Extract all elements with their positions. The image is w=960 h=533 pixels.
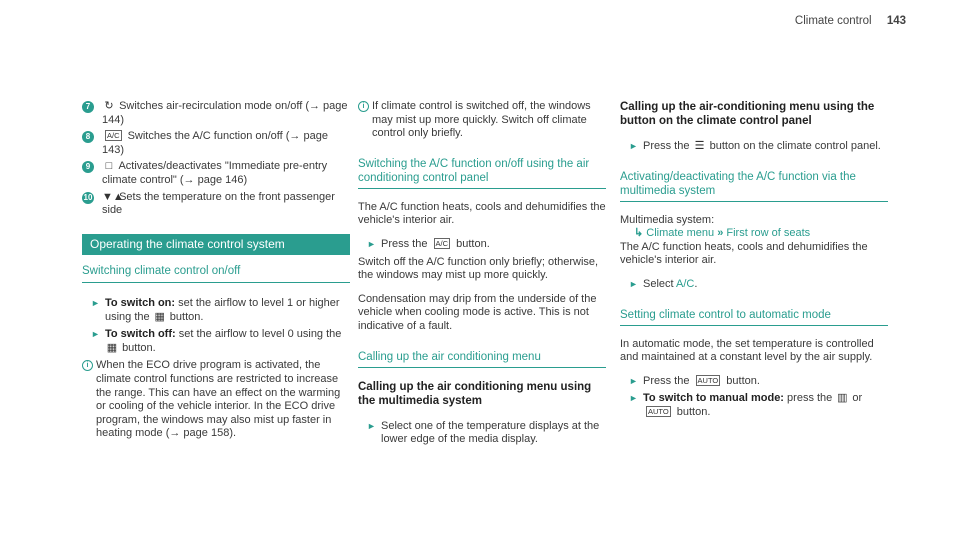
paragraph: Switch off the A/C function only briefly; otherwise, the windows may mist up more quickly. bbox=[358, 255, 599, 282]
item-text: Sets the temperature on the front passenger side bbox=[102, 190, 335, 217]
fan-icon: ▦ bbox=[106, 341, 118, 354]
list-item bbox=[82, 160, 350, 187]
arrow-icon: ► bbox=[629, 278, 638, 289]
temp-arrows-icon: ▼▲ bbox=[102, 190, 124, 203]
seat-icon: □ bbox=[105, 160, 113, 173]
arrow-icon: ► bbox=[629, 393, 638, 404]
page-number: 143 bbox=[886, 15, 906, 27]
instruction-step bbox=[620, 392, 888, 419]
item-text: Activates/deactivates "Immediate pre-entry climate control" (→ page 146) bbox=[102, 160, 328, 186]
step-suffix: button on the climate control panel. bbox=[709, 140, 881, 152]
note-text: When the ECO drive program is activated, the climate control functions are restricted to increase the range. This can have an effect on the warming or cooling of the vehicle interior. In the ECO drive program, the windows may also mist up faster in heating mode (→ page 158). bbox=[96, 359, 341, 440]
arrow-icon: ► bbox=[367, 420, 376, 431]
instruction-step bbox=[620, 375, 888, 389]
subheading: Switching climate control on/off bbox=[82, 265, 350, 283]
instruction-step bbox=[82, 328, 350, 355]
callout-number: 8 bbox=[82, 131, 94, 143]
subheading: Activating/deactivating the A/C function via the multimedia system bbox=[620, 170, 888, 202]
step-text: Select bbox=[643, 277, 674, 290]
list-item bbox=[82, 191, 350, 218]
step-text: set the airflow to level 0 using the bbox=[178, 328, 342, 341]
subheading: Calling up the air conditioning menu bbox=[358, 350, 606, 368]
step-suffix: button. bbox=[169, 310, 204, 323]
heading: Calling up the air-conditioning menu using the button on the climate control panel bbox=[620, 101, 875, 127]
note-text: If climate control is switched off, the windows may mist up more quickly. Switch off climate control only briefly. bbox=[372, 100, 591, 140]
step-text: press the bbox=[787, 392, 833, 405]
column-1 bbox=[82, 100, 350, 441]
paragraph: In automatic mode, the set temperature is controlled and maintained at a constant level by the air supply. bbox=[620, 337, 874, 364]
section-banner: Operating the climate control system bbox=[82, 234, 350, 256]
step-label: To switch on: bbox=[105, 296, 176, 309]
list-item bbox=[82, 130, 350, 157]
arrow-icon: ► bbox=[629, 375, 638, 386]
step-text: Select one of the temperature displays at the lower edge of the media display. bbox=[381, 419, 600, 446]
instruction-step bbox=[620, 278, 888, 292]
step-label: To switch to manual mode: bbox=[643, 392, 784, 405]
section-title: Climate control bbox=[794, 15, 872, 27]
arrow-icon: ► bbox=[91, 329, 100, 340]
step-suffix: . bbox=[694, 277, 698, 290]
step-text: Press the bbox=[643, 140, 690, 152]
subheading: Setting climate control to automatic mode bbox=[620, 308, 888, 326]
manual-airflow-icon: ▥ bbox=[837, 392, 848, 405]
recirculation-icon: ↻ bbox=[104, 100, 114, 112]
step-label: To switch off: bbox=[105, 328, 176, 341]
instruction-step bbox=[358, 420, 606, 447]
menu-path-item[interactable]: First row of seats bbox=[726, 227, 811, 240]
info-note bbox=[358, 100, 606, 141]
step-suffix: button. bbox=[122, 341, 156, 354]
climate-menu-icon: ☰ bbox=[694, 140, 705, 152]
menu-path bbox=[620, 227, 888, 241]
item-text: Switches air-recirculation mode on/off (→ page 144) bbox=[102, 100, 348, 126]
heading: Calling up the air conditioning menu using the multimedia system bbox=[358, 380, 592, 407]
step-text: set the airflow to level 1 or higher using the bbox=[105, 296, 340, 323]
column-3 bbox=[620, 100, 888, 424]
step-text: Press the bbox=[381, 237, 428, 250]
callout-number: 7 bbox=[82, 101, 94, 113]
step-text: or bbox=[852, 392, 863, 405]
paragraph: The A/C function heats, cools and dehumidifies the vehicle's interior air. bbox=[620, 240, 868, 267]
instruction-step bbox=[358, 238, 606, 252]
paragraph: Condensation may drip from the underside of the vehicle when cooling mode is active. This is not indicative of a fault. bbox=[358, 292, 597, 332]
callout-number: 9 bbox=[82, 161, 94, 173]
step-suffix: button. bbox=[676, 405, 711, 418]
item-text: Switches the A/C function on/off (→ page 143) bbox=[102, 130, 328, 156]
fan-icon: ▦ bbox=[154, 310, 165, 323]
paragraph: The A/C function heats, cools and dehumidifies the vehicle's interior air. bbox=[358, 200, 606, 227]
ac-link[interactable]: A/C bbox=[676, 277, 695, 290]
path-arrow-icon: ↳ bbox=[634, 227, 644, 240]
ac-key-icon: A/C bbox=[107, 131, 120, 141]
callout-number: 10 bbox=[83, 192, 93, 202]
auto-key-icon: AUTO bbox=[648, 406, 669, 416]
step-text: Press the bbox=[643, 374, 690, 387]
instruction-step bbox=[620, 140, 888, 154]
arrow-icon: ► bbox=[367, 238, 376, 249]
paragraph: Multimedia system: bbox=[620, 213, 715, 226]
info-icon: i bbox=[82, 360, 93, 371]
double-chevron-icon: » bbox=[717, 227, 724, 240]
info-note bbox=[82, 359, 350, 441]
arrow-icon: ► bbox=[91, 297, 100, 308]
step-suffix: button. bbox=[456, 237, 490, 250]
auto-key-icon: AUTO bbox=[697, 375, 719, 385]
arrow-icon: ► bbox=[629, 141, 638, 151]
instruction-step bbox=[82, 297, 350, 324]
step-suffix: button. bbox=[726, 374, 760, 387]
info-icon: i bbox=[358, 101, 369, 112]
subheading: Switching the A/C function on/off using the air conditioning control panel bbox=[358, 157, 606, 189]
list-item bbox=[82, 100, 350, 127]
page-header bbox=[795, 15, 906, 29]
ac-key-icon: A/C bbox=[435, 238, 449, 248]
column-2 bbox=[358, 100, 606, 451]
menu-path-item[interactable]: Climate menu bbox=[646, 227, 715, 240]
